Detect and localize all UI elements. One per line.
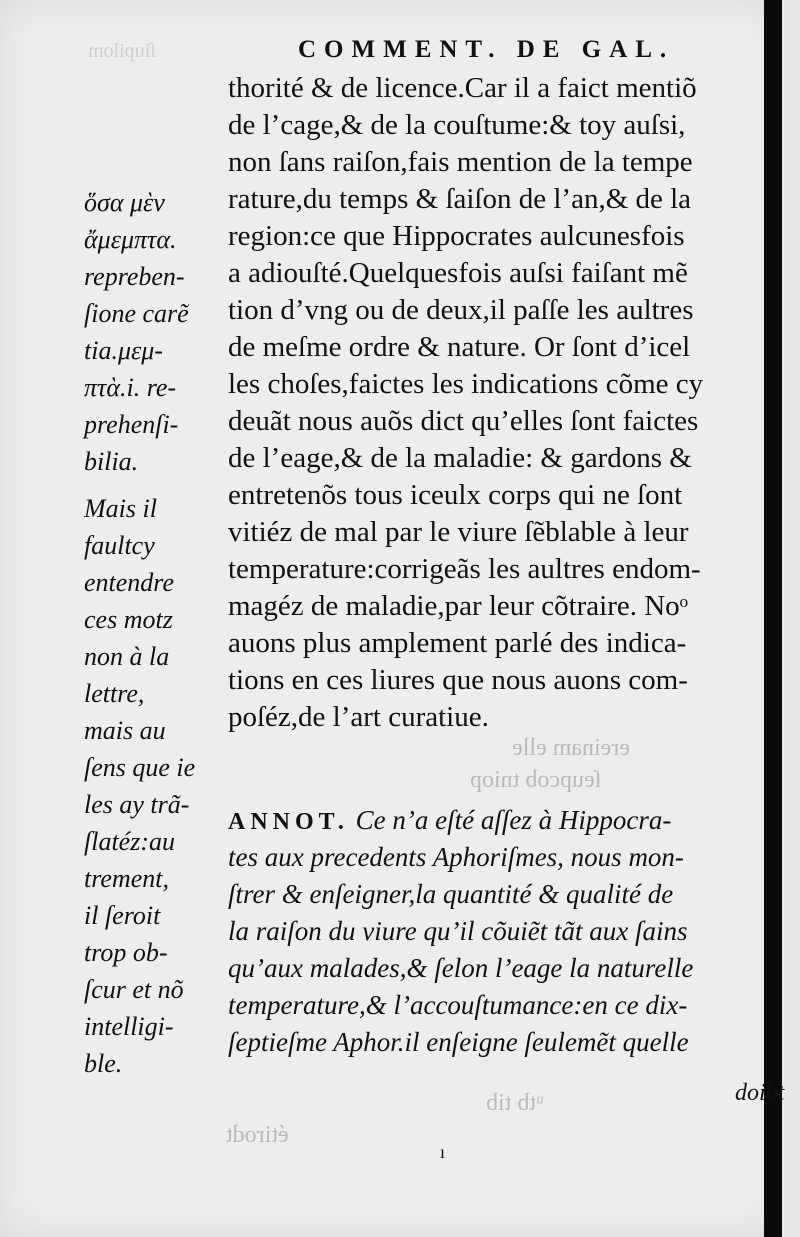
running-head: COMMENT. DE GAL.: [298, 36, 675, 63]
main-text-line: les choſes,faictes les indications cõme cy: [228, 368, 704, 400]
bleed-through-text: ereinam elle: [512, 735, 630, 761]
margin-french-line: lettre,: [84, 679, 145, 708]
margin-french-line: mais au: [84, 716, 166, 745]
main-text-line: tions en ces liures que nous auons com-: [228, 664, 688, 696]
bleed-through-text: ſeupcob tniop: [470, 767, 602, 793]
main-text-line: temperature:corrigeãs les aultres endom-: [228, 553, 701, 585]
margin-french-line: trop ob-: [84, 938, 168, 967]
annotation-block: [228, 802, 782, 1061]
margin-greek-line: bilia.: [84, 447, 139, 476]
main-text-line: de l’eage,& de la maladie: & gardons &: [228, 442, 692, 474]
annotation-line: ſtrer & enſeigner,la quantité & qualité de: [228, 879, 674, 909]
catchword: doibt: [735, 1080, 785, 1106]
main-text-line: thorité & de licence.Car il a faict mentiõ: [228, 72, 697, 104]
annotation-label: ANNOT.: [228, 809, 349, 835]
margin-notes: [84, 184, 224, 1082]
bleed-through-text: ſiupilom: [88, 40, 156, 62]
margin-greek-line: ὅσα μὲν: [84, 188, 165, 217]
margin-french-line: Mais il: [84, 494, 157, 523]
main-text-line: non ſans raiſon,fais mention de la tempe: [228, 146, 693, 178]
annotation-line: tes aux precedents Aphoriſmes, nous mon-: [228, 842, 684, 872]
margin-greek-line: tia.μεμ-: [84, 336, 163, 365]
margin-greek-line: prehenſi-: [84, 410, 179, 439]
margin-french-line: ces motz: [84, 605, 173, 634]
main-text-line: entretenõs tous iceulx corps qui ne ſont: [228, 479, 683, 511]
main-text-line: deuãt nous auõs dict qu’elles ſont faictes: [228, 405, 699, 437]
main-text-line: a adiouſté.Quelquesfois auſsi faiſant mẽ: [228, 257, 688, 289]
margin-french-line: non à la: [84, 642, 170, 671]
margin-french-line: ſcur et nõ: [84, 975, 184, 1004]
bleed-through-text: ᵘtb tib: [486, 1090, 544, 1116]
margin-greek-line: repreben-: [84, 262, 185, 291]
margin-french-line: les ay trã-: [84, 790, 190, 819]
bleed-through-text: étirodt: [226, 1122, 289, 1148]
margin-french-line: intelligi-: [84, 1012, 174, 1041]
main-text-line: poſéz,de l’art curatiue.: [228, 701, 489, 733]
margin-french-line: faultcy: [84, 531, 155, 560]
main-text-block: [228, 70, 784, 736]
margin-french-line: ſens que ie: [84, 753, 196, 782]
main-text-line: tion d’vng ou de deux,il paſſe les aultres: [228, 294, 694, 326]
margin-greek-line: ἄμεμπτα.: [84, 225, 177, 254]
main-text-line: region:ce que Hippocrates aulcunesfois: [228, 220, 685, 252]
main-text-line: de meſme ordre & nature. Or ſont d’icel: [228, 331, 691, 363]
annotation-first-line: [228, 802, 782, 839]
main-text-line: magéz de maladie,par leur cõtraire. Noᵒ: [228, 590, 689, 622]
main-text-line: rature,du temps & ſaiſon de l’an,& de la: [228, 183, 692, 215]
main-text-line: vitiéz de mal par le viure ſẽblable à leur: [228, 516, 689, 548]
annotation-line: la raiſon du viure qu’il cõuiẽt tãt aux ſains: [228, 916, 688, 946]
margin-french-line: ſlatéz:au: [84, 827, 175, 856]
annotation-text: Ce n’a eſté aſſez à Hippocra-: [355, 805, 672, 835]
annotation-line: temperature,& l’accouſtumance:en ce dix-: [228, 990, 688, 1020]
annotation-line: qu’aux malades,& ſelon l’eage la naturelle: [228, 953, 694, 983]
margin-greek-line: ſione carẽ: [84, 299, 189, 328]
main-text-line: de l’cage,& de la couſtume:& toy auſsi,: [228, 109, 686, 141]
margin-french-line: trement,: [84, 864, 169, 893]
margin-greek-line: πτὰ.i. re-: [84, 373, 177, 402]
margin-french-line: entendre: [84, 568, 174, 597]
margin-french-line: ble.: [84, 1049, 123, 1078]
annotation-line: ſeptieſme Aphor.il enſeigne ſeulemẽt quelle: [228, 1027, 689, 1057]
main-text-line: auons plus amplement parlé des indica-: [228, 627, 687, 659]
margin-french-line: il ſeroit: [84, 901, 161, 930]
signature-mark: ı: [440, 1142, 446, 1162]
